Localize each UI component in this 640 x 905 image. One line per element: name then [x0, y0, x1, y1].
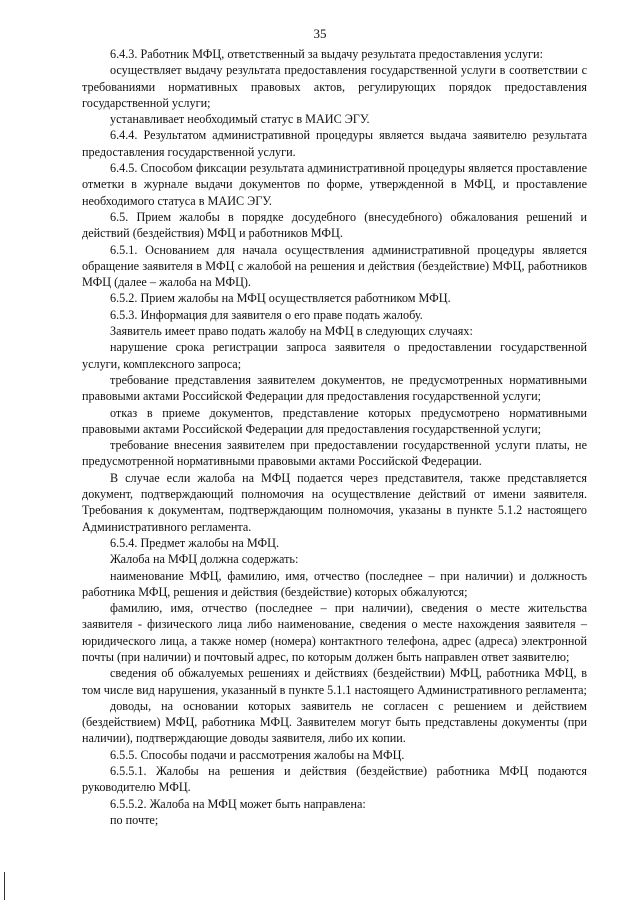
paragraph: осуществляет выдачу результата предоставления государственной услуги в соответствии с требованиями нормативных правовых актов, регулирующих порядок предоставления государственной услуги;: [82, 63, 587, 110]
paragraph: Жалоба на МФЦ должна содержать:: [110, 552, 299, 567]
list-item: отказ в приеме документов, представление которых предусмотрено нормативными правовыми актами Российской Федерации для предоставления государственной услуги;: [82, 405, 587, 436]
list-item: доводы, на основании которых заявитель не согласен с решением и действием (бездействием) МФЦ, работника МФЦ. Заявителем могут быть представлены документы (при наличии), подтверждающие доводы заявителя, либо их копии.: [82, 698, 587, 746]
list-item: требование представления заявителем документов, не предусмотренных нормативными правовыми актами Российской Федерации для предоставления государственной услуги;: [82, 372, 587, 404]
list-item: сведения об обжалуемых решениях и действиях (бездействии) МФЦ, работника МФЦ, в том числе вид нарушения, указанный в пункте 5.1.1 настоящего Административного регламента;: [82, 666, 587, 697]
scan-edge-mark: [4, 872, 5, 900]
paragraph-6-5-4: 6.5.4. Предмет жалобы на МФЦ.: [110, 535, 279, 550]
paragraph-6-5-5-2: 6.5.5.2. Жалоба на МФЦ может быть направлена:: [110, 796, 366, 811]
document-body: [82, 46, 587, 828]
section-heading-6-5: 6.5. Прием жалобы в порядке досудебного (внесудебного) обжалования решений и действий (бездействия) МФЦ и работников МФЦ.: [82, 209, 587, 241]
paragraph-6-4-3: 6.4.3. Работник МФЦ, ответственный за выдачу результата предоставления услуги:: [110, 47, 543, 61]
paragraph: устанавливает необходимый статус в МАИС ЭГУ.: [110, 112, 370, 127]
paragraph: Заявитель имеет право подать жалобу на МФЦ в следующих случаях:: [110, 324, 473, 339]
list-item: наименование МФЦ, фамилию, имя, отчество (последнее – при наличии) и должность работника МФЦ, решения и действия (бездействие) которых обжалуются;: [82, 568, 587, 599]
list-item: фамилию, имя, отчество (последнее – при наличии), сведения о месте жительства заявителя - физического лица либо наименование, сведения о месте нахождения заявителя – юридического лица, а также номер (номера) контактного телефона, адрес (адреса) электронной почты (при наличии) и почтовый адрес, по которым должен быть направлен ответ заявителю;: [82, 601, 587, 664]
paragraph-6-5-1: 6.5.1. Основанием для начала осуществления административной процедуры является обращение заявителя в МФЦ с жалобой на решения и действия (бездействие) МФЦ, работников МФЦ (далее – жалоба на МФЦ).: [82, 242, 587, 290]
paragraph-6-5-2: 6.5.2. Прием жалобы на МФЦ осуществляется работником МФЦ.: [110, 291, 451, 306]
paragraph-6-4-5: 6.4.5. Способом фиксации результата административной процедуры является проставление отметки в журнале выдачи документов по форме, утвержденной в МФЦ, и проставление необходимого статуса в МАИС ЭГУ.: [82, 161, 587, 208]
paragraph-6-5-3: 6.5.3. Информация для заявителя о его праве подать жалобу.: [110, 307, 423, 322]
list-item: по почте;: [110, 812, 159, 827]
paragraph-6-4-4: 6.4.4. Результатом административной процедуры является выдача заявителю результата предоставления государственной услуги.: [82, 128, 587, 159]
paragraph-6-5-5: 6.5.5. Способы подачи и рассмотрения жалобы на МФЦ.: [110, 747, 405, 762]
paragraph-6-5-5-1: 6.5.5.1. Жалобы на решения и действия (бездействие) работника МФЦ подаются руководителю МФЦ.: [82, 764, 587, 795]
page-number: 35: [313, 26, 327, 41]
paragraph: В случае если жалоба на МФЦ подается через представителя, также представляется документ, подтверждающий полномочия на осуществление действий от имени заявителя. Требования к документам, подтверждающим полномочия, указаны в пункте 5.1.2 настоящего Административного регламента.: [82, 470, 587, 534]
list-item: требование внесения заявителем при предоставлении государственной услуги платы, не предусмотренной нормативными правовыми актами Российской Федерации.: [82, 438, 587, 469]
list-item: нарушение срока регистрации запроса заявителя о предоставлении государственной услуги, комплексного запроса;: [82, 340, 587, 371]
